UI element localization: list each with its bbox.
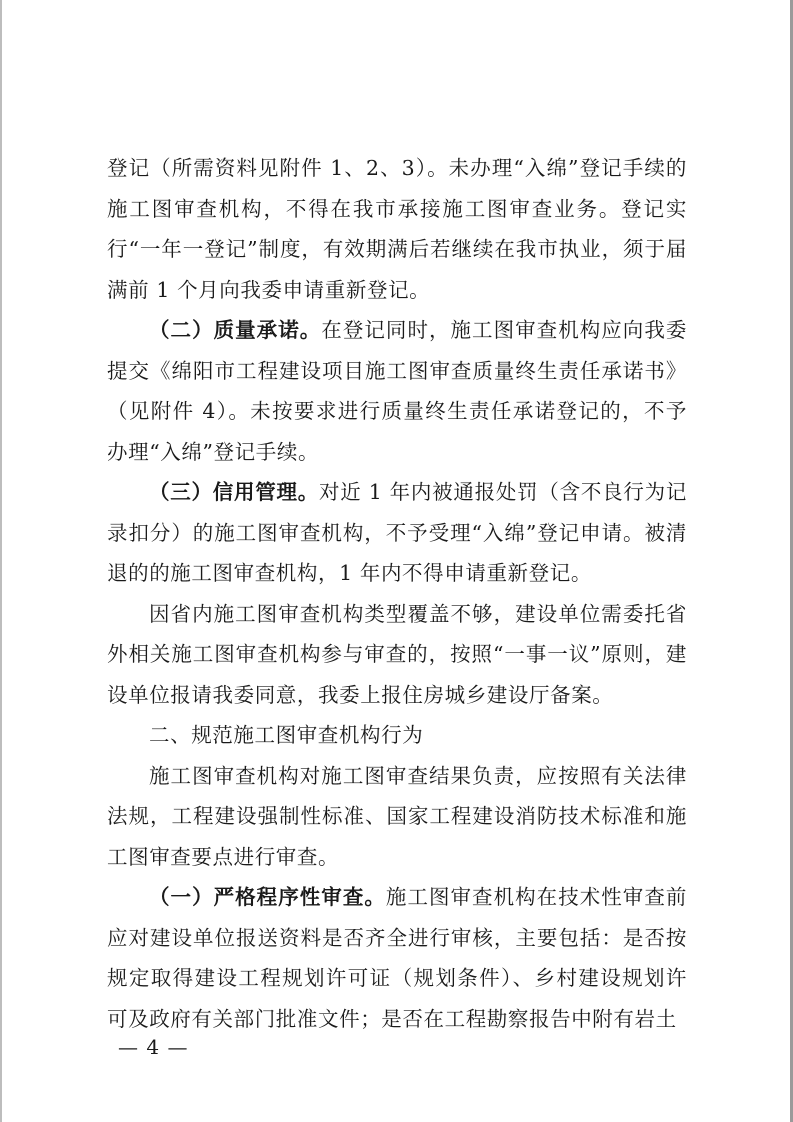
paragraph-out-of-province: 因省内施工图审查机构类型覆盖不够，建设单位需委托省外相关施工图审查机构参与审查的，按照“一事一议”原则，建设单位报请我委同意，我委上报住房城乡建设厅备案。 (107, 601, 687, 707)
section-lead-procedural-review: （一）严格程序性审查。 (149, 885, 386, 909)
paragraph-review-responsibility: 施工图审查机构对施工图审查结果负责，应按照有关法律法规，工程建设强制性标准、国家工程建设消防技术标准和施工图审查要点进行审查。 (107, 763, 687, 869)
document-body (107, 148, 687, 1039)
page-left-edge (0, 0, 2, 1122)
paragraph-credit-management (107, 472, 687, 594)
paragraph-registration-continued: 登记（所需资料见附件 1、2、3）。未办理“入绵”登记手续的施工图审查机构，不得在我市承接施工图审查业务。登记实行“一年一登记”制度，有效期满后若继续在我市执业，须于届满前 1 个月向我委申请重新登记。 (107, 156, 687, 302)
section-heading-2: 二、规范施工图审查机构行为 (149, 723, 424, 747)
page-number: — 4 — (118, 1035, 189, 1059)
paragraph-text: 施工图审查机构在技术性审查前应对建设单位报送资料是否齐全进行审核，主要包括：是否按规定取得建设工程规划许可证（规划条件）、乡村建设规划许可及政府有关部门批准文件；是否在工程勘察报告中附有岩土 (107, 885, 687, 1031)
section-lead-credit-management: （三）信用管理。 (149, 480, 319, 504)
section-lead-quality-commitment: （二）质量承诺。 (149, 318, 322, 342)
paragraph-text: 在登记同时，施工图审查机构应向我委提交《绵阳市工程建设项目施工图审查质量终生责任承诺书》（见附件 4）。未按要求进行质量终生责任承诺登记的，不予办理“入绵”登记手续。 (107, 318, 687, 464)
paragraph-text: 对近 1 年内被通报处罚（含不良行为记录扣分）的施工图审查机构，不予受理“入绵”登记申请。被清退的的施工图审查机构，1 年内不得申请重新登记。 (107, 480, 687, 585)
paragraph-quality-commitment (107, 310, 687, 472)
paragraph-procedural-review (107, 877, 687, 1039)
